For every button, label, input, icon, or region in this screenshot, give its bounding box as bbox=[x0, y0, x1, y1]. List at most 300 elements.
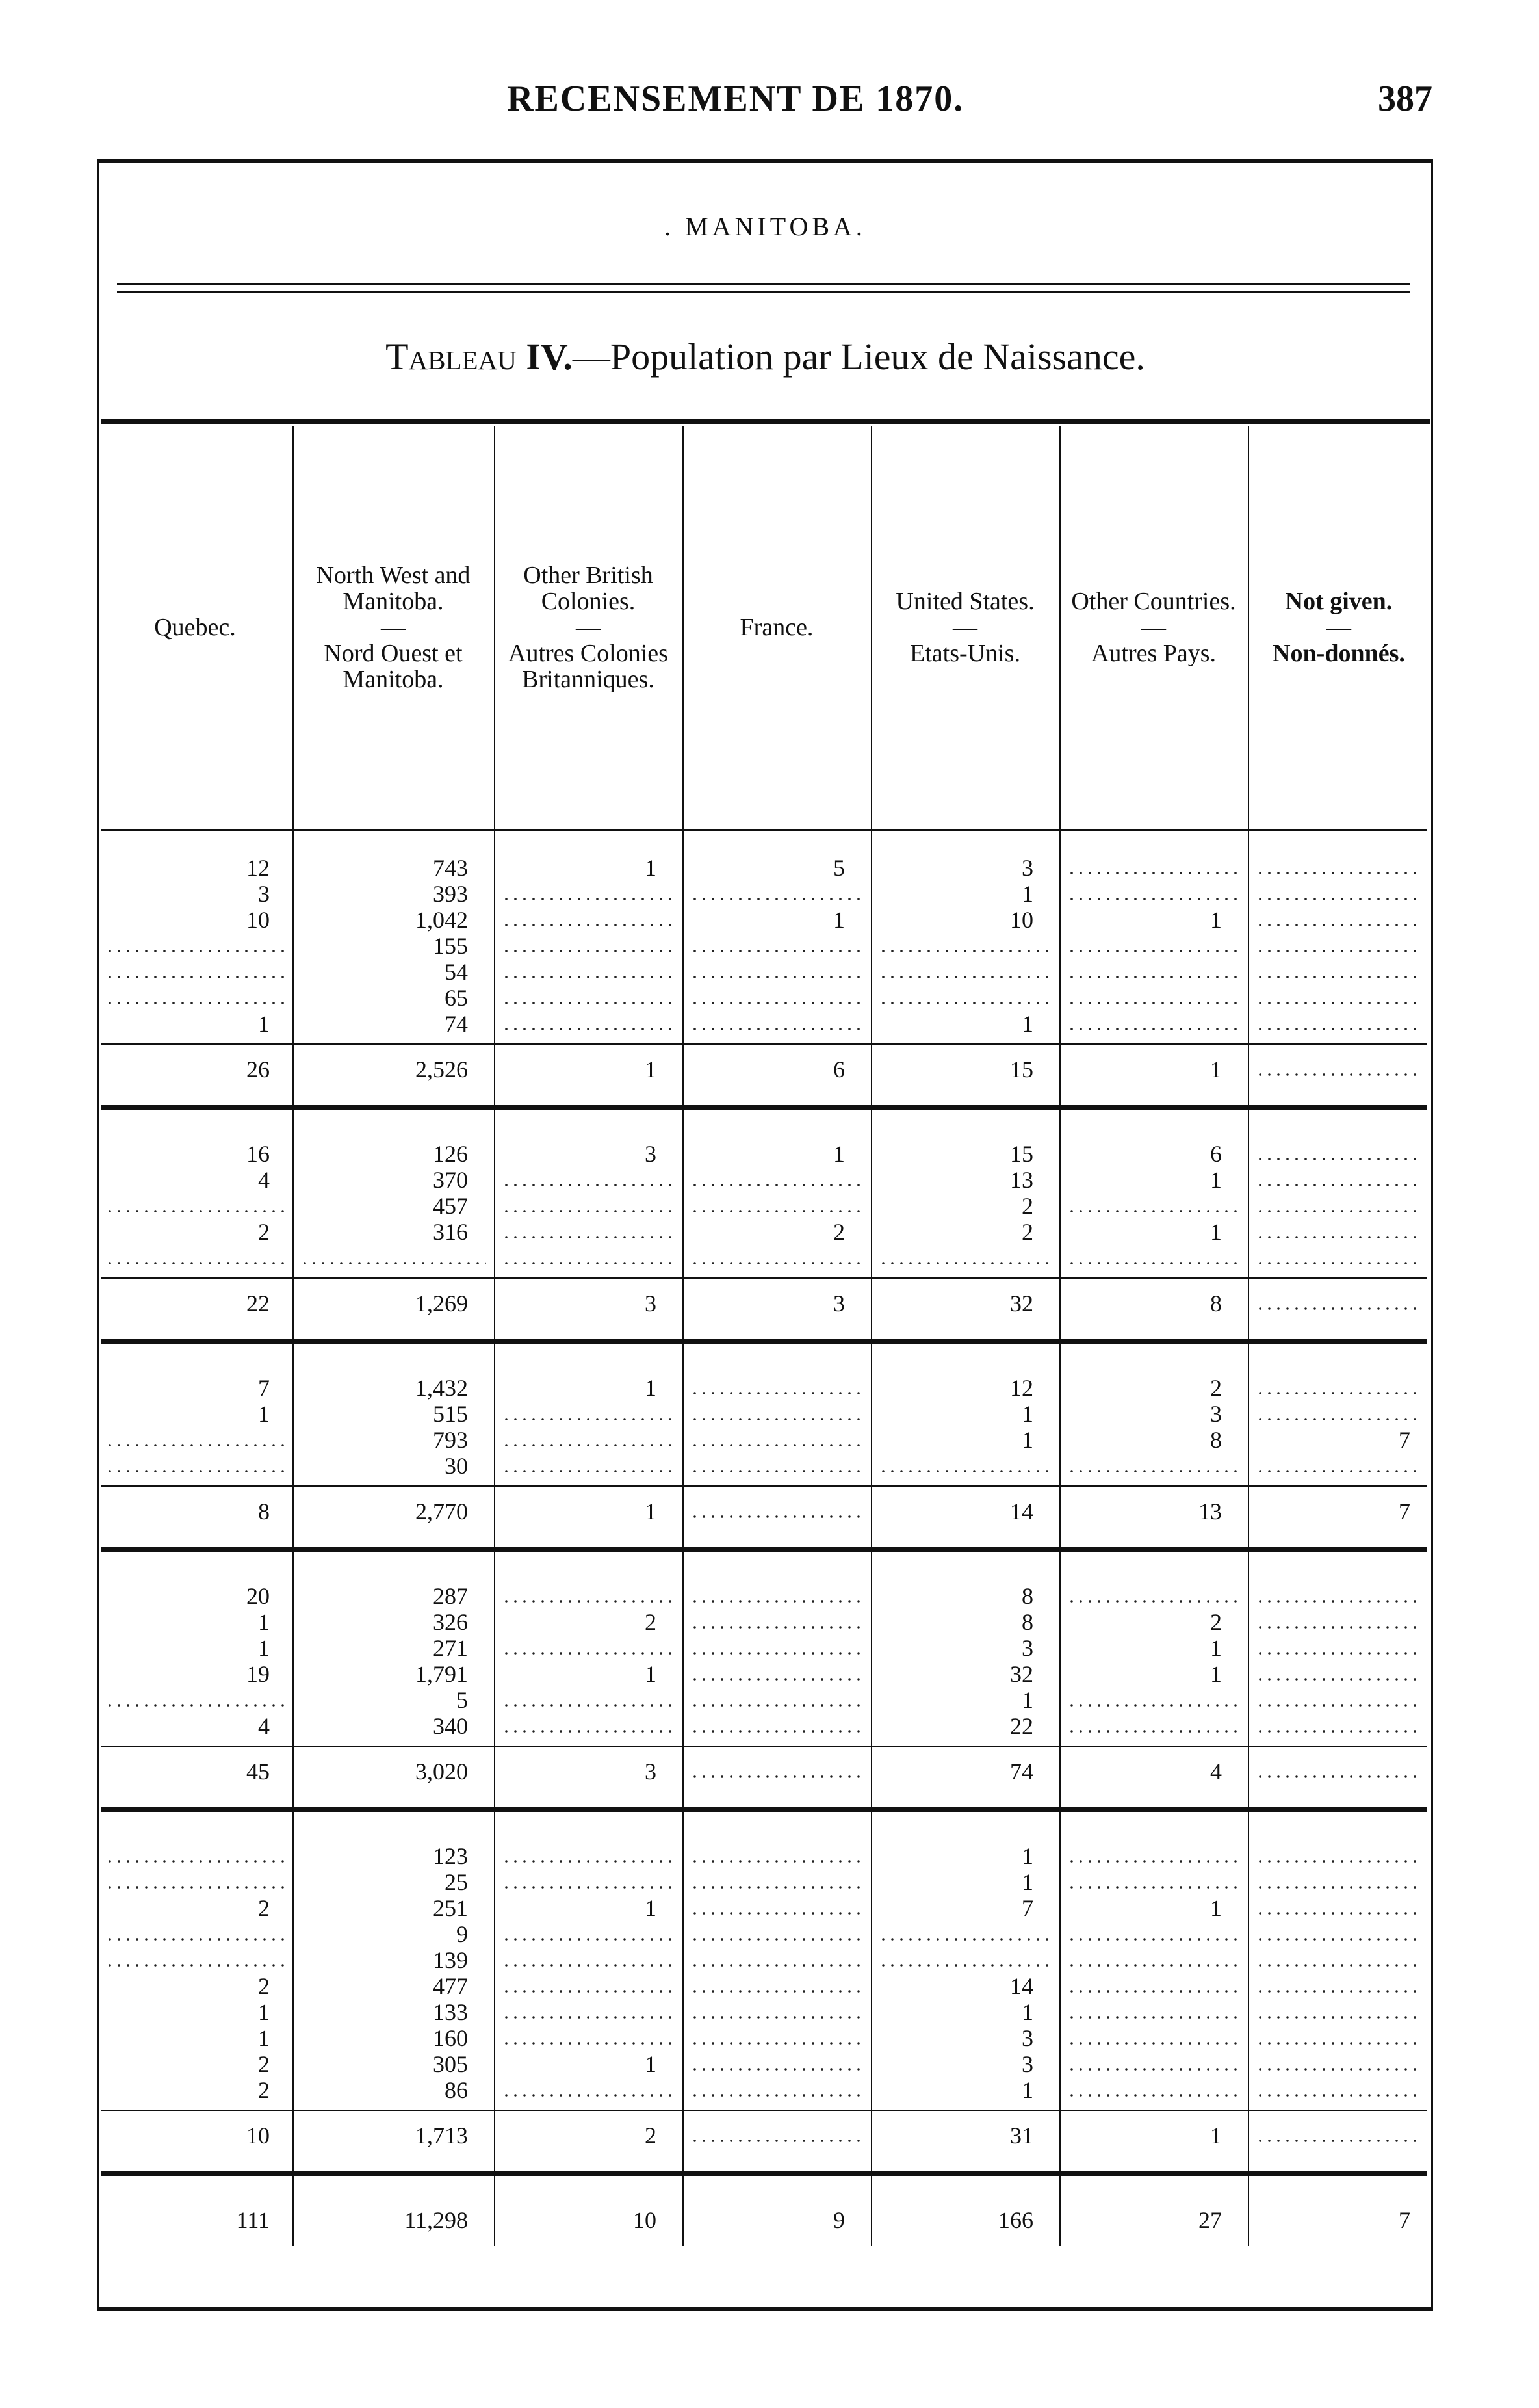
total-cell: 7 bbox=[1399, 2207, 1410, 2233]
dot-leader bbox=[502, 2077, 675, 2103]
dot-leader bbox=[690, 1687, 863, 1713]
dot-leader bbox=[502, 1687, 675, 1713]
table-cell: 1 bbox=[258, 2025, 270, 2051]
table-cell: 1 bbox=[1210, 1661, 1222, 1687]
dot-leader bbox=[690, 1947, 863, 1973]
dot-leader bbox=[1067, 959, 1240, 985]
total-cell: 26 bbox=[246, 1056, 270, 1082]
dot-leader bbox=[879, 1453, 1052, 1479]
dot-leader bbox=[879, 1245, 1052, 1271]
table-cell: 1 bbox=[645, 2051, 656, 2077]
dot-leader bbox=[1067, 2051, 1240, 2077]
table-cell: 1 bbox=[1022, 1427, 1033, 1453]
column-divider bbox=[1059, 426, 1061, 2246]
dot-leader bbox=[1256, 2077, 1422, 2103]
column-divider bbox=[1248, 426, 1249, 2246]
header-dash: — bbox=[1326, 614, 1351, 641]
table-cell: 4 bbox=[258, 1167, 270, 1193]
column-header bbox=[97, 426, 292, 829]
table-cell: 1 bbox=[258, 1011, 270, 1037]
table-cell: 3 bbox=[1022, 855, 1033, 881]
total-cell: 74 bbox=[1010, 1759, 1033, 1785]
total-cell: 3 bbox=[645, 1290, 656, 1316]
total-cell: 27 bbox=[1198, 2207, 1222, 2233]
dot-leader bbox=[1067, 1245, 1240, 1271]
column-header-en: Not given. bbox=[1285, 588, 1393, 615]
dot-leader bbox=[502, 1947, 675, 1973]
dot-leader bbox=[1067, 855, 1240, 881]
total-cell: 2 bbox=[645, 2123, 656, 2149]
dot-leader bbox=[690, 985, 863, 1011]
dot-leader bbox=[690, 1921, 863, 1947]
dot-leader bbox=[1256, 1583, 1422, 1609]
total-cell: 22 bbox=[246, 1290, 270, 1316]
dot-leader bbox=[1256, 1401, 1422, 1427]
table-cell: 1 bbox=[1210, 907, 1222, 933]
dot-leader bbox=[105, 1245, 285, 1271]
total-cell: 31 bbox=[1010, 2123, 1033, 2149]
column-divider bbox=[871, 426, 872, 2246]
dot-leader bbox=[1256, 2051, 1422, 2077]
dot-leader bbox=[1067, 1583, 1240, 1609]
dot-leader bbox=[1256, 1219, 1422, 1245]
table-cell: 3 bbox=[258, 881, 270, 907]
table-cell: 5 bbox=[833, 855, 845, 881]
table-cell: 1,432 bbox=[415, 1375, 468, 1401]
table-cell: 2 bbox=[1022, 1219, 1033, 1245]
dot-leader bbox=[105, 1193, 285, 1219]
group-rule bbox=[101, 1807, 1427, 1812]
dot-leader bbox=[1067, 1843, 1240, 1869]
table-cell: 1 bbox=[645, 1895, 656, 1921]
total-cell: 1 bbox=[1210, 2123, 1222, 2149]
dot-leader bbox=[690, 1011, 863, 1037]
table-cell: 8 bbox=[1210, 1427, 1222, 1453]
table-cell: 74 bbox=[445, 1011, 468, 1037]
subtotal-rule bbox=[101, 1485, 1427, 1487]
total-cell: 1 bbox=[1210, 1056, 1222, 1082]
dot-leader bbox=[1067, 933, 1240, 959]
dot-leader bbox=[690, 1498, 863, 1525]
column-header bbox=[871, 426, 1059, 829]
table-cell: 1 bbox=[1210, 1895, 1222, 1921]
running-head-title: RECENSEMENT DE 1870. bbox=[507, 79, 964, 119]
table-title-text: —Population par Lieux de Naissance. bbox=[572, 335, 1145, 378]
dot-leader bbox=[502, 881, 675, 907]
table-cell: 477 bbox=[433, 1973, 468, 1999]
table-cell: 4 bbox=[258, 1713, 270, 1739]
table-cell: 123 bbox=[433, 1843, 468, 1869]
table-cell: 9 bbox=[456, 1921, 468, 1947]
table-cell: 1 bbox=[1210, 1635, 1222, 1661]
frame-right-rule bbox=[1431, 159, 1433, 2311]
table-cell: 155 bbox=[433, 933, 468, 959]
table-cell: 65 bbox=[445, 985, 468, 1011]
table-cell: 515 bbox=[433, 1401, 468, 1427]
dot-leader bbox=[502, 2025, 675, 2051]
dot-leader bbox=[879, 933, 1052, 959]
table-cell: 30 bbox=[445, 1453, 468, 1479]
dot-leader bbox=[1256, 2123, 1422, 2149]
dot-leader bbox=[1067, 1999, 1240, 2025]
dot-leader bbox=[690, 2051, 863, 2077]
total-cell: 1 bbox=[645, 1056, 656, 1082]
dot-leader bbox=[105, 985, 285, 1011]
table-cell: 1 bbox=[1210, 1167, 1222, 1193]
table-cell: 1 bbox=[1022, 2077, 1033, 2103]
table-cell: 133 bbox=[433, 1999, 468, 2025]
dot-leader bbox=[1067, 1193, 1240, 1219]
table-cell: 3 bbox=[1022, 2051, 1033, 2077]
column-header bbox=[1059, 426, 1248, 829]
dot-leader bbox=[1256, 985, 1422, 1011]
dot-leader bbox=[690, 1427, 863, 1453]
table-cell: 139 bbox=[433, 1947, 468, 1973]
table-cell: 54 bbox=[445, 959, 468, 985]
dot-leader bbox=[690, 959, 863, 985]
dot-leader bbox=[1256, 1921, 1422, 1947]
table-cell: 393 bbox=[433, 881, 468, 907]
dot-leader bbox=[502, 1921, 675, 1947]
total-cell: 166 bbox=[998, 2207, 1033, 2233]
table-title bbox=[97, 335, 1433, 378]
dot-leader bbox=[502, 1219, 675, 1245]
total-cell: 9 bbox=[833, 2207, 845, 2233]
dot-leader bbox=[690, 1635, 863, 1661]
table-cell: 13 bbox=[1010, 1167, 1033, 1193]
table-cell: 1 bbox=[1022, 1401, 1033, 1427]
dot-leader bbox=[1256, 1947, 1422, 1973]
table-cell: 1 bbox=[258, 1999, 270, 2025]
dot-leader bbox=[690, 2077, 863, 2103]
group-rule bbox=[101, 2171, 1427, 2176]
dot-leader bbox=[1067, 1947, 1240, 1973]
table-cell: 2 bbox=[833, 1219, 845, 1245]
dot-leader bbox=[1256, 1011, 1422, 1037]
table-cell: 1 bbox=[258, 1609, 270, 1635]
title-rule bbox=[101, 419, 1430, 424]
dot-leader bbox=[502, 959, 675, 985]
dot-leader bbox=[1256, 1141, 1422, 1167]
dot-leader bbox=[1256, 1687, 1422, 1713]
column-header-en: France. bbox=[740, 614, 814, 641]
table-cell: 2 bbox=[1022, 1193, 1033, 1219]
dot-leader bbox=[502, 985, 675, 1011]
dot-leader bbox=[105, 1453, 285, 1479]
header-dash: — bbox=[1141, 614, 1166, 641]
dot-leader bbox=[1067, 1687, 1240, 1713]
total-cell: 1 bbox=[645, 1498, 656, 1525]
column-header-en: Quebec. bbox=[154, 614, 236, 641]
table-cell: 2 bbox=[1210, 1609, 1222, 1635]
dot-leader bbox=[1067, 2025, 1240, 2051]
dot-leader bbox=[1256, 907, 1422, 933]
total-cell: 7 bbox=[1399, 1498, 1410, 1525]
table-cell: 8 bbox=[1022, 1583, 1033, 1609]
total-cell: 10 bbox=[246, 2123, 270, 2149]
table-cell: 316 bbox=[433, 1219, 468, 1245]
frame-top-rule bbox=[97, 159, 1433, 163]
dot-leader bbox=[502, 933, 675, 959]
dot-leader bbox=[879, 985, 1052, 1011]
table-cell: 3 bbox=[1022, 2025, 1033, 2051]
table-cell: 14 bbox=[1010, 1973, 1033, 1999]
table-cell: 271 bbox=[433, 1635, 468, 1661]
table-cell: 1 bbox=[833, 1141, 845, 1167]
total-cell: 11,298 bbox=[404, 2207, 468, 2233]
table-cell: 1 bbox=[258, 1401, 270, 1427]
total-cell: 8 bbox=[258, 1498, 270, 1525]
dot-leader bbox=[1256, 1635, 1422, 1661]
dot-leader bbox=[879, 1921, 1052, 1947]
dot-leader bbox=[1256, 881, 1422, 907]
table-cell: 25 bbox=[445, 1869, 468, 1895]
dot-leader bbox=[690, 1843, 863, 1869]
total-cell: 4 bbox=[1210, 1759, 1222, 1785]
dot-leader bbox=[690, 1167, 863, 1193]
dot-leader bbox=[1067, 1011, 1240, 1037]
table-cell: 370 bbox=[433, 1167, 468, 1193]
table-cell: 7 bbox=[1022, 1895, 1033, 1921]
table-cell: 7 bbox=[1399, 1427, 1410, 1453]
table-cell: 251 bbox=[433, 1895, 468, 1921]
table-cell: 2 bbox=[1210, 1375, 1222, 1401]
dot-leader bbox=[105, 1687, 285, 1713]
subtotal-rule bbox=[101, 1277, 1427, 1279]
table-cell: 743 bbox=[433, 855, 468, 881]
table-cell: 6 bbox=[1210, 1141, 1222, 1167]
table-cell: 19 bbox=[246, 1661, 270, 1687]
frame-bottom-rule bbox=[97, 2307, 1433, 2311]
dot-leader bbox=[690, 1245, 863, 1271]
dot-leader bbox=[502, 1843, 675, 1869]
dot-leader bbox=[690, 1609, 863, 1635]
table-cell: 7 bbox=[258, 1375, 270, 1401]
dot-leader bbox=[502, 1427, 675, 1453]
dot-leader bbox=[1256, 1375, 1422, 1401]
table-cell: 1 bbox=[1022, 1011, 1033, 1037]
column-header-fr: Nord Ouest et Manitoba. bbox=[324, 640, 463, 693]
total-cell: 45 bbox=[246, 1759, 270, 1785]
column-header bbox=[682, 426, 871, 829]
header-rule bbox=[101, 829, 1427, 831]
table-cell: 22 bbox=[1010, 1713, 1033, 1739]
dot-leader bbox=[690, 881, 863, 907]
dot-leader bbox=[1256, 1167, 1422, 1193]
column-header-en: Other Countries. bbox=[1071, 588, 1236, 615]
dot-leader bbox=[105, 1427, 285, 1453]
subtotal-rule bbox=[101, 1043, 1427, 1045]
dot-leader bbox=[1256, 1661, 1422, 1687]
group-rule bbox=[101, 1339, 1427, 1344]
header-dash: — bbox=[952, 614, 977, 641]
dot-leader bbox=[690, 1661, 863, 1687]
dot-leader bbox=[690, 1401, 863, 1427]
dot-leader bbox=[690, 2123, 863, 2149]
dot-leader bbox=[690, 1869, 863, 1895]
dot-leader bbox=[1256, 1973, 1422, 1999]
dot-leader bbox=[502, 907, 675, 933]
dot-leader bbox=[502, 1401, 675, 1427]
group-rule bbox=[101, 1105, 1427, 1110]
table-cell: 2 bbox=[258, 1973, 270, 1999]
header-dash: — bbox=[381, 614, 406, 641]
column-header-fr: Autres Pays. bbox=[1091, 640, 1217, 667]
column-divider bbox=[682, 426, 684, 2246]
subtotal-rule bbox=[101, 2110, 1427, 2111]
dot-leader bbox=[1067, 1713, 1240, 1739]
table-cell: 1 bbox=[1022, 881, 1033, 907]
table-cell: 86 bbox=[445, 2077, 468, 2103]
table-cell: 340 bbox=[433, 1713, 468, 1739]
dot-leader bbox=[1256, 1999, 1422, 2025]
dot-leader bbox=[502, 1245, 675, 1271]
dot-leader bbox=[502, 1583, 675, 1609]
dot-leader bbox=[105, 933, 285, 959]
table-cell: 3 bbox=[645, 1141, 656, 1167]
table-cell: 16 bbox=[246, 1141, 270, 1167]
table-frame bbox=[97, 159, 1433, 2311]
dot-leader bbox=[502, 1999, 675, 2025]
dot-leader bbox=[300, 1245, 486, 1271]
dot-leader bbox=[1256, 933, 1422, 959]
province-rule-1 bbox=[117, 283, 1410, 285]
total-cell: 3 bbox=[645, 1759, 656, 1785]
table-cell: 160 bbox=[433, 2025, 468, 2051]
dot-leader bbox=[502, 1713, 675, 1739]
table-cell: 2 bbox=[258, 1219, 270, 1245]
column-divider bbox=[494, 426, 495, 2246]
dot-leader bbox=[1067, 1453, 1240, 1479]
dot-leader bbox=[879, 1947, 1052, 1973]
dot-leader bbox=[105, 1843, 285, 1869]
column-divider bbox=[292, 426, 294, 2246]
column-header bbox=[494, 426, 682, 829]
table-cell: 287 bbox=[433, 1583, 468, 1609]
total-cell: 3,020 bbox=[415, 1759, 468, 1785]
dot-leader bbox=[1256, 959, 1422, 985]
dot-leader bbox=[690, 1759, 863, 1785]
header-dash: — bbox=[576, 614, 601, 641]
table-cell: 1 bbox=[833, 907, 845, 933]
dot-leader bbox=[1067, 1973, 1240, 1999]
dot-leader bbox=[690, 1999, 863, 2025]
dot-leader bbox=[502, 1011, 675, 1037]
dot-leader bbox=[1256, 855, 1422, 881]
total-cell: 32 bbox=[1010, 1290, 1033, 1316]
dot-leader bbox=[690, 1193, 863, 1219]
dot-leader bbox=[1067, 2077, 1240, 2103]
column-header bbox=[292, 426, 494, 829]
dot-leader bbox=[502, 1973, 675, 1999]
running-head bbox=[0, 78, 1539, 130]
total-cell: 14 bbox=[1010, 1498, 1033, 1525]
table-cell: 1 bbox=[1022, 1999, 1033, 2025]
dot-leader bbox=[1256, 1713, 1422, 1739]
dot-leader bbox=[1256, 1290, 1422, 1316]
column-header-en: North West and Manitoba. bbox=[316, 562, 471, 615]
total-cell: 3 bbox=[833, 1290, 845, 1316]
table-cell: 3 bbox=[1210, 1401, 1222, 1427]
dot-leader bbox=[690, 1895, 863, 1921]
table-cell: 2 bbox=[258, 1895, 270, 1921]
dot-leader bbox=[1256, 2025, 1422, 2051]
dot-leader bbox=[502, 1635, 675, 1661]
dot-leader bbox=[690, 1583, 863, 1609]
table-cell: 15 bbox=[1010, 1141, 1033, 1167]
total-cell: 10 bbox=[633, 2207, 656, 2233]
table-title-lead: Tableau bbox=[385, 335, 517, 378]
total-cell: 15 bbox=[1010, 1056, 1033, 1082]
table-cell: 32 bbox=[1010, 1661, 1033, 1687]
dot-leader bbox=[105, 1947, 285, 1973]
dot-leader bbox=[1067, 1869, 1240, 1895]
table-cell: 793 bbox=[433, 1427, 468, 1453]
column-header-fr: Etats-Unis. bbox=[910, 640, 1020, 667]
total-cell: 111 bbox=[236, 2207, 270, 2233]
dot-leader bbox=[105, 1869, 285, 1895]
column-header-en: United States. bbox=[896, 588, 1035, 615]
dot-leader bbox=[1067, 985, 1240, 1011]
total-cell: 13 bbox=[1198, 1498, 1222, 1525]
column-header-fr: Non-donnés. bbox=[1273, 640, 1405, 667]
dot-leader bbox=[105, 1921, 285, 1947]
table-cell: 1 bbox=[258, 1635, 270, 1661]
table-cell: 1,791 bbox=[415, 1661, 468, 1687]
table-cell: 1 bbox=[1210, 1219, 1222, 1245]
column-header-en: Other British Colonies. bbox=[523, 562, 653, 615]
total-cell: 8 bbox=[1210, 1290, 1222, 1316]
table-cell: 2 bbox=[258, 2051, 270, 2077]
table-cell: 2 bbox=[645, 1609, 656, 1635]
table-cell: 1 bbox=[645, 1661, 656, 1687]
table-cell: 1,042 bbox=[415, 907, 468, 933]
table-cell: 326 bbox=[433, 1609, 468, 1635]
table-cell: 10 bbox=[1010, 907, 1033, 933]
dot-leader bbox=[502, 1453, 675, 1479]
table-cell: 3 bbox=[1022, 1635, 1033, 1661]
group-rule bbox=[101, 1547, 1427, 1552]
dot-leader bbox=[105, 959, 285, 985]
table-cell: 10 bbox=[246, 907, 270, 933]
table-cell: 1 bbox=[1022, 1843, 1033, 1869]
dot-leader bbox=[1256, 1245, 1422, 1271]
table-cell: 20 bbox=[246, 1583, 270, 1609]
dot-leader bbox=[690, 1713, 863, 1739]
dot-leader bbox=[690, 1375, 863, 1401]
table-cell: 1 bbox=[1022, 1869, 1033, 1895]
column-header-fr: Autres Colonies Britanniques. bbox=[508, 640, 668, 693]
dot-leader bbox=[1256, 1056, 1422, 1082]
table-cell: 305 bbox=[433, 2051, 468, 2077]
total-cell: 2,526 bbox=[415, 1056, 468, 1082]
total-cell: 6 bbox=[833, 1056, 845, 1082]
total-cell: 1,269 bbox=[415, 1290, 468, 1316]
table-title-number: IV. bbox=[526, 335, 573, 378]
dot-leader bbox=[1256, 1609, 1422, 1635]
dot-leader bbox=[1256, 1869, 1422, 1895]
dot-leader bbox=[1067, 881, 1240, 907]
table-cell: 1 bbox=[645, 855, 656, 881]
dot-leader bbox=[879, 959, 1052, 985]
dot-leader bbox=[1256, 1843, 1422, 1869]
total-cell: 1,713 bbox=[415, 2123, 468, 2149]
column-header bbox=[1248, 426, 1430, 829]
dot-leader bbox=[1256, 1453, 1422, 1479]
table-cell: 1 bbox=[1022, 1687, 1033, 1713]
dot-leader bbox=[1256, 1193, 1422, 1219]
province-heading: . MANITOBA. bbox=[664, 212, 866, 241]
